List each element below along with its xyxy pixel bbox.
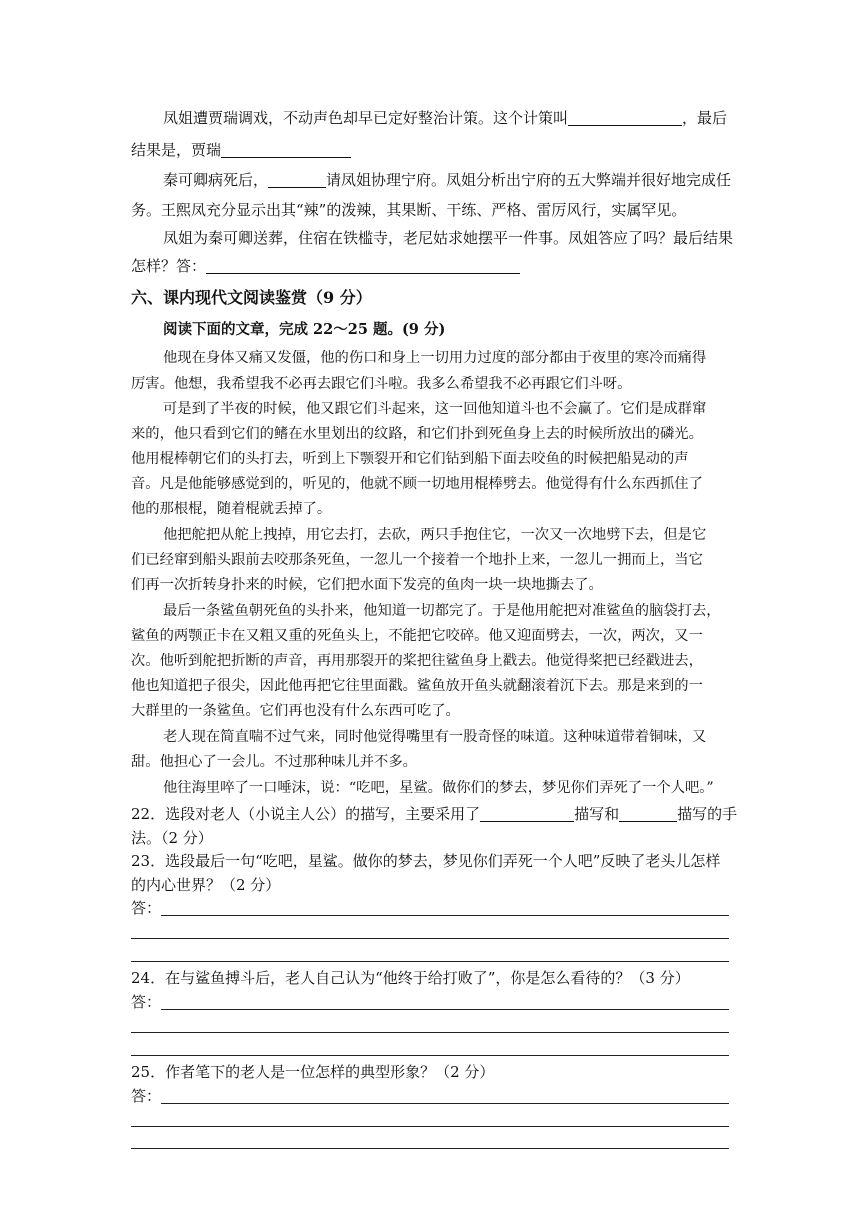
question-24: 24．在与鲨鱼搏斗后，老人自己认为“他终于给打败了”，你是怎么看待的？（3 分） [131, 969, 690, 987]
answer-line[interactable] [131, 1148, 729, 1149]
text: 结果是，贾瑞 [131, 141, 222, 159]
passage-line: 们再一次折转身扑来的时候，它们把水面下发亮的鱼肉一块一块地撕去了。 [131, 577, 603, 593]
answer-label: 答： [131, 899, 162, 917]
answer-line[interactable] [131, 1032, 729, 1033]
passage-line: 他把舵把从舵上拽掉，用它去打，去砍，两只手抱住它，一次又一次地劈下去，但是它 [163, 527, 707, 543]
answer-line[interactable] [131, 938, 729, 939]
text: 描写的手 [677, 805, 738, 823]
text: ，最后 [682, 109, 728, 127]
passage-line: 音。凡是他能够感觉到的，听见的，他就不顾一切地用棍棒劈去。他觉得有什么东西抓住了 [131, 476, 703, 492]
answer-line[interactable] [131, 1055, 729, 1056]
passage-line: 厉害。他想，我希望我不必再去跟它们斗啦。我多么希望我不必再跟它们斗呀。 [131, 376, 632, 392]
question-tiekansi: 凤姐为秦可卿送葬，住宿在铁槛寺，老尼姑求她摆平一件事。凤姐答应了吗？最后结果 [163, 229, 734, 247]
answer-blank[interactable] [268, 171, 326, 188]
answer-blank[interactable] [619, 805, 677, 822]
question-22-cont: 法。（2 分） [131, 829, 213, 847]
answer-line[interactable] [131, 961, 729, 962]
passage-line: 来的，他只看到它们的鳍在水里划出的纹路，和它们扑到死鱼身上去的时候所放出的磷光。 [131, 426, 703, 442]
answer-line[interactable] [161, 1103, 729, 1104]
answer-blank[interactable] [568, 109, 682, 126]
passage-line: 他用棍棒朝它们的头打去，听到上下颚裂开和它们钻到船下面去咬鱼的时候把船晃动的声 [131, 451, 689, 467]
passage-line: 他现在身体又痛又发僵，他的伤口和身上一切用力过度的部分都由于夜里的寒冷而痛得 [163, 350, 707, 366]
question-25: 25．作者笔下的老人是一位怎样的典型形象？（2 分） [131, 1063, 495, 1081]
question-qinkeqing [163, 170, 731, 190]
text: 怎样？答： [131, 257, 207, 275]
answer-label: 答： [131, 993, 162, 1011]
passage-line: 大群里的一条鲨鱼。它们再也没有什么东西可吃了。 [131, 703, 460, 719]
passage-line: 他也知道把子很尖，因此他再把它往里面戳。鲨鱼放开鱼头就翻滚着沉下去。那是来到的一 [131, 678, 703, 694]
passage-line: 可是到了半夜的时候，他又跟它们斗起来，这一回他知道斗也不会赢了。它们是成群窜 [163, 401, 707, 417]
question-fengjie-jiarui-cont [131, 140, 351, 160]
passage-line: 鲨鱼的两颚正卡在又粗又重的死鱼头上，不能把它咬碎。他又迎面劈去，一次，两次，又一 [131, 628, 703, 644]
text: 秦可卿病死后， [163, 171, 269, 189]
question-23-cont: 的内心世界？（2 分） [131, 876, 281, 894]
passage-line: 次。他听到舵把折断的声音，再用那裂开的桨把往鲨鱼身上戳去。他觉得桨把已经戳进去， [131, 653, 703, 669]
text: 描写和 [574, 805, 620, 823]
question-fengjie-jiarui [163, 108, 727, 128]
question-22 [131, 804, 737, 824]
question-23: 23．选段最后一句“吃吧，星鲨。做你的梦去，梦见你们弄死一个人吧”反映了老头儿怎样 [131, 852, 721, 870]
answer-line[interactable] [161, 915, 729, 916]
passage-line: 他往海里啐了一口唾沫，说：“吃吧，星鲨。做你们的梦去，梦见你们弄死了一个人吧。” [163, 780, 714, 796]
question-tiekansi-cont [131, 256, 520, 276]
answer-blank[interactable] [206, 257, 520, 274]
reading-instruction: 阅读下面的文章，完成 22～25 题。(9 分) [163, 321, 446, 338]
passage-line: 老人现在简直喘不过气来，同时他觉得嘴里有一股奇怪的味道。这种味道带着铜味，又 [163, 729, 707, 745]
passage-line: 他的那根棍，随着棍就丢掉了。 [131, 501, 332, 517]
text: 凤姐遭贾瑞调戏，不动声色却早已定好整治计策。这个计策叫 [163, 109, 569, 127]
section-heading: 六、课内现代文阅读鉴赏（9 分） [131, 288, 372, 307]
passage-line: 们已经窜到船头跟前去咬那条死鱼，一忽儿一个接着一个地扑上来，一忽儿一拥而上，当它 [131, 552, 703, 568]
passage-line: 甜。他担心了一会儿。不过那种味儿并不多。 [131, 754, 417, 770]
answer-blank[interactable] [480, 805, 574, 822]
passage-line: 最后一条鲨鱼朝死鱼的头扑来，他知道一切都完了。于是他用舵把对准鲨鱼的脑袋打去， [163, 603, 721, 619]
text: 22．选段对老人（小说主人公）的描写，主要采用了 [131, 805, 481, 823]
answer-line[interactable] [131, 1126, 729, 1127]
text: 请凤姐协理宁府。凤姐分析出宁府的五大弊端并很好地完成任 [326, 171, 732, 189]
question-qinkeqing-cont: 务。王熙凤充分显示出其“辣”的泼辣，其果断、干练、严格、雷厉风行，实属罕见。 [131, 201, 687, 219]
answer-label: 答： [131, 1087, 162, 1105]
answer-line[interactable] [161, 1009, 729, 1010]
answer-blank[interactable] [221, 141, 351, 158]
